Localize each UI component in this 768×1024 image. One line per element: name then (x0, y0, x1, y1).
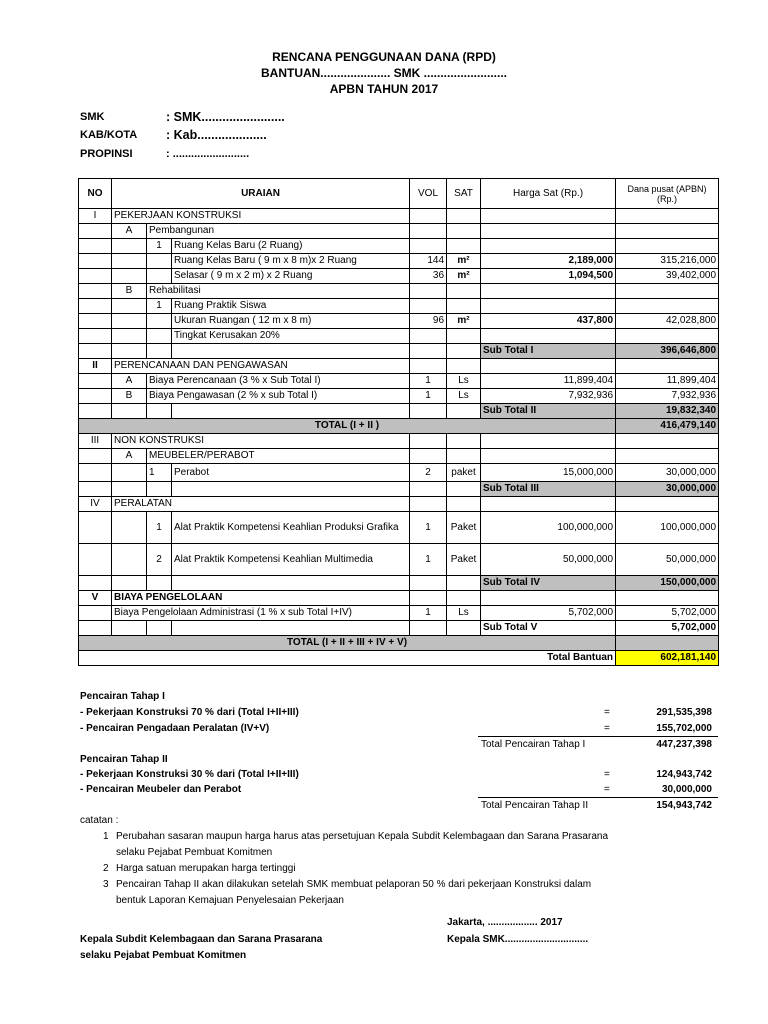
catatan-text-1a: Perubahan sasaran maupun harga harus atas persetujuan Kepala Subdit Kelembagaan dan Sarana Prasarana (116, 831, 609, 842)
row-num: 2 (147, 544, 172, 576)
header-uraian: URAIAN (112, 179, 410, 209)
subtotal-label: Sub Total III (481, 482, 616, 497)
table-row (79, 497, 719, 512)
row-sat: Paket (447, 544, 481, 576)
row-num: 1 (147, 239, 172, 254)
catatan-title: catatan : (80, 815, 119, 826)
table-row (79, 224, 719, 239)
total-row (79, 636, 719, 651)
tahap1-total-value: 447,237,398 (656, 739, 712, 750)
document-subtitle: BANTUAN..................... SMK ......................... (260, 66, 508, 80)
subtotal-value: 396,646,800 (616, 344, 719, 359)
table-row (79, 389, 719, 404)
tahap1-sum-line (478, 736, 718, 737)
row-harga: 11,899,404 (481, 374, 616, 389)
kab-label: KAB/KOTA (80, 129, 138, 141)
tahap2-item-a: - Pekerjaan Konstruksi 30 % dari (Total I+II+III) (80, 769, 299, 780)
row-harga: 1,094,500 (481, 269, 616, 284)
tahap1-item-b: - Pencairan Pengadaan Peralatan (IV+V) (80, 723, 270, 734)
total-value: 416,479,140 (616, 419, 719, 434)
tahap1-value-a: 291,535,398 (656, 707, 712, 718)
table-row (79, 239, 719, 254)
catatan-text-1b: selaku Pejabat Pembuat Komitmen (116, 847, 273, 858)
row-dana: 50,000,000 (616, 544, 719, 576)
row-text: Pembangunan (147, 224, 410, 239)
row-text: Ruang Kelas Baru ( 9 m x 8 m)x 2 Ruang (172, 254, 410, 269)
row-vol: 36 (410, 269, 447, 284)
table-row (79, 254, 719, 269)
row-vol: 2 (410, 464, 447, 482)
row-text: Rehabilitasi (147, 284, 410, 299)
header-no: NO (79, 179, 112, 209)
row-harga: 50,000,000 (481, 544, 616, 576)
header-sat: SAT (447, 179, 481, 209)
total-label: TOTAL (I + II + III + IV + V) (79, 636, 616, 651)
row-harga: 15,000,000 (481, 464, 616, 482)
total-bantuan-value: 602,181,140 (616, 651, 719, 666)
header-vol: VOL (410, 179, 447, 209)
catatan-text-3b: bentuk Laporan Kemajuan Penyelesaian Pekerjaan (116, 895, 344, 906)
tahap2-eq-b: = (604, 784, 610, 795)
tahap1-value-b: 155,702,000 (656, 723, 712, 734)
total-bantuan-row (79, 651, 719, 666)
row-text: Biaya Perencanaan (3 % x Sub Total I) (147, 374, 410, 389)
row-letter: A (112, 374, 147, 389)
row-num: 1 (147, 464, 172, 482)
row-text: NON KONSTRUKSI (112, 434, 410, 449)
row-dana: 7,932,936 (616, 389, 719, 404)
tahap2-eq-a: = (604, 769, 610, 780)
table-row (79, 314, 719, 329)
subtotal-row (79, 482, 719, 497)
tahap1-eq-b: = (604, 723, 610, 734)
subtotal-value: 30,000,000 (616, 482, 719, 497)
row-vol: 144 (410, 254, 447, 269)
header-dana: Dana pusat (APBN) (Rp.) (616, 179, 719, 209)
row-text: PERENCANAAN DAN PENGAWASAN (112, 359, 410, 374)
row-vol: 1 (410, 606, 447, 621)
header-harga: Harga Sat (Rp.) (481, 179, 616, 209)
row-sat: Paket (447, 512, 481, 544)
row-dana: 5,702,000 (616, 606, 719, 621)
tahap2-item-b: - Pencairan Meubeler dan Perabot (80, 784, 242, 795)
table-row (79, 209, 719, 224)
table-row (79, 591, 719, 606)
row-no: V (79, 591, 112, 606)
subtotal-label: Sub Total V (481, 621, 616, 636)
row-vol: 1 (410, 389, 447, 404)
table-row (79, 434, 719, 449)
catatan-number-1: 1 (103, 831, 109, 842)
row-dana: 315,216,000 (616, 254, 719, 269)
row-dana: 42,028,800 (616, 314, 719, 329)
total-row (79, 419, 719, 434)
row-sat: m² (447, 314, 481, 329)
table-row (79, 544, 719, 576)
row-harga: 2,189,000 (481, 254, 616, 269)
row-text: Perabot (172, 464, 410, 482)
table-row (79, 512, 719, 544)
row-text: Ukuran Ruangan ( 12 m x 8 m) (172, 314, 410, 329)
smk-value: : SMK........................ (166, 110, 285, 124)
row-no: IV (79, 497, 112, 512)
row-dana: 39,402,000 (616, 269, 719, 284)
subtotal-label: Sub Total I (481, 344, 616, 359)
row-sat: Ls (447, 374, 481, 389)
row-dana: 11,899,404 (616, 374, 719, 389)
subtotal-value: 5,702,000 (616, 621, 719, 636)
row-no: I (79, 209, 112, 224)
total-label: TOTAL (I + II ) (79, 419, 616, 434)
subtotal-value: 150,000,000 (616, 576, 719, 591)
catatan-text-2: Harga satuan merupakan harga tertinggi (116, 863, 296, 874)
row-text: PEKERJAAN KONSTRUKSI (112, 209, 410, 224)
catatan-number-3: 3 (103, 879, 109, 890)
row-sat: Ls (447, 606, 481, 621)
row-letter: B (112, 284, 147, 299)
row-harga: 437,800 (481, 314, 616, 329)
row-sat: Ls (447, 389, 481, 404)
row-no: II (79, 359, 112, 374)
subtotal-label: Sub Total IV (481, 576, 616, 591)
tahap2-total-value: 154,943,742 (656, 800, 712, 811)
total-bantuan-label: Total Bantuan (79, 651, 616, 666)
prop-label: PROPINSI (80, 148, 133, 160)
prop-value: : ......................... (166, 148, 250, 160)
table-row (79, 606, 719, 621)
tahap2-value-b: 30,000,000 (661, 784, 712, 795)
place-date: Jakarta, .................. 2017 (447, 917, 563, 928)
row-text: Ruang Praktik Siswa (172, 299, 410, 314)
tahap2-value-a: 124,943,742 (656, 769, 712, 780)
row-text: Tingkat Kerusakan 20% (172, 329, 410, 344)
table-row (79, 284, 719, 299)
row-harga: 5,702,000 (481, 606, 616, 621)
document-title: RENCANA PENGGUNAAN DANA (RPD) (272, 50, 496, 64)
row-dana: 30,000,000 (616, 464, 719, 482)
row-sat: m² (447, 269, 481, 284)
table-row (79, 359, 719, 374)
table-row (79, 464, 719, 482)
subtotal-row (79, 576, 719, 591)
table-row (79, 374, 719, 389)
subtotal-row (79, 404, 719, 419)
subtotal-row (79, 344, 719, 359)
table-header-row (79, 179, 719, 209)
tahap1-title: Pencairan Tahap I (80, 691, 165, 702)
signer-right-title: Kepala SMK.............................. (447, 934, 589, 945)
tahap1-eq-a: = (604, 707, 610, 718)
row-sat: m² (447, 254, 481, 269)
tahap2-total-label: Total Pencairan Tahap II (481, 800, 589, 811)
catatan-number-2: 2 (103, 863, 109, 874)
subtotal-label: Sub Total II (481, 404, 616, 419)
row-text: Alat Praktik Kompetensi Keahlian Multimedia (172, 544, 410, 576)
tahap2-title: Pencairan Tahap II (80, 754, 168, 765)
subtotal-value: 19,832,340 (616, 404, 719, 419)
table-row (79, 329, 719, 344)
tahap2-sum-line (478, 797, 718, 798)
catatan-text-3a: Pencairan Tahap II akan dilakukan setelah SMK membuat pelaporan 50 % dari pekerjaan Konstruksi dalam (116, 879, 592, 890)
row-vol: 1 (410, 374, 447, 389)
row-num: 1 (147, 512, 172, 544)
signer-left-title: Kepala Subdit Kelembagaan dan Sarana Prasarana (80, 934, 323, 945)
row-text: Biaya Pengelolaan Administrasi (1 % x sub Total I+IV) (112, 606, 410, 621)
row-text: Alat Praktik Kompetensi Keahlian Produksi Grafika (172, 512, 410, 544)
table-row (79, 449, 719, 464)
row-text: Ruang Kelas Baru (2 Ruang) (172, 239, 410, 254)
document-year: APBN TAHUN 2017 (329, 82, 439, 96)
row-vol: 1 (410, 544, 447, 576)
subtotal-row (79, 621, 719, 636)
signer-left-subtitle: selaku Pejabat Pembuat Komitmen (80, 950, 247, 961)
rpd-table (78, 178, 719, 666)
tahap1-total-label: Total Pencairan Tahap I (481, 739, 586, 750)
row-no: III (79, 434, 112, 449)
row-vol: 96 (410, 314, 447, 329)
row-text: Selasar ( 9 m x 2 m) x 2 Ruang (172, 269, 410, 284)
tahap1-item-a: - Pekerjaan Konstruksi 70 % dari (Total I+II+III) (80, 707, 299, 718)
row-text: PERALATAN (112, 497, 410, 512)
row-text: Biaya Pengawasan (2 % x sub Total I) (147, 389, 410, 404)
row-num: 1 (147, 299, 172, 314)
smk-label: SMK (80, 111, 105, 123)
table-row (79, 299, 719, 314)
row-sat: paket (447, 464, 481, 482)
row-text: MEUBELER/PERABOT (147, 449, 410, 464)
row-letter: A (112, 224, 147, 239)
kab-value: : Kab.................... (166, 128, 267, 142)
row-harga: 7,932,936 (481, 389, 616, 404)
table-row (79, 269, 719, 284)
row-letter: A (112, 449, 147, 464)
row-text: BIAYA PENGELOLAAN (112, 591, 410, 606)
row-letter: B (112, 389, 147, 404)
row-harga: 100,000,000 (481, 512, 616, 544)
row-vol: 1 (410, 512, 447, 544)
row-dana: 100,000,000 (616, 512, 719, 544)
